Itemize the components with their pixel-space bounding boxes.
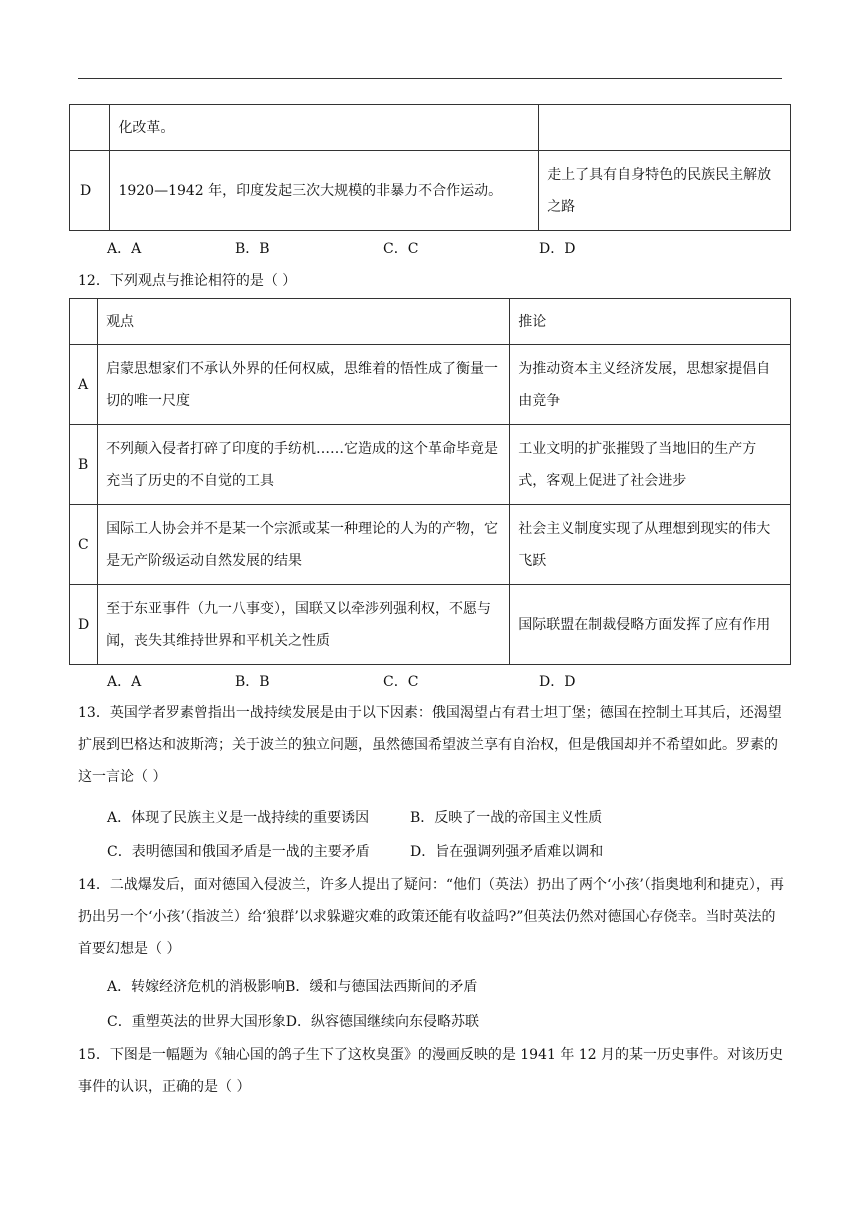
row-label xyxy=(70,105,110,151)
question-13-stem: 13．英国学者罗素曾指出一战持续发展是由于以下因素：俄国渴望占有君士坦丁堡；德国在控制土耳其后，还渴望扩展到巴格达和波斯湾；关于波兰的独立问题，虽然德国希望波兰享有自治权，但是俄国却并不希望如此。罗素的这一言论（ ） xyxy=(78,705,782,785)
table-row xyxy=(70,585,791,665)
option-d[interactable]: D．D xyxy=(539,674,576,690)
row-label: A xyxy=(70,345,98,425)
option-b[interactable]: B．B xyxy=(235,674,270,690)
option-c[interactable]: C．C xyxy=(383,241,419,257)
table-cell: 1920—1942 年，印度发起三次大规模的非暴力不合作运动。 xyxy=(110,151,539,231)
row-label xyxy=(70,299,98,345)
row-label: D xyxy=(70,151,110,231)
table-row xyxy=(70,345,791,425)
table-cell: 至于东亚事件（九一八事变），国联又以牵涉列强利权，不愿与闻，丧失其维持世界和平机关之性质 xyxy=(98,585,510,665)
table-cell: 走上了具有自身特色的民族民主解放之路 xyxy=(539,151,791,231)
question-12-stem: 12．下列观点与推论相符的是（ ） xyxy=(78,273,297,289)
table-cell: 不列颠入侵者打碎了印度的手纺机……它造成的这个革命毕竟是充当了历史的不自觉的工具 xyxy=(98,425,510,505)
table-row xyxy=(70,105,791,151)
option-a[interactable]: A．A xyxy=(107,241,142,257)
q13-choices-row-1 xyxy=(107,807,602,827)
question-15-stem: 15．下图是一幅题为《轴心国的鸽子生下了这枚臭蛋》的漫画反映的是 1941 年 12 月的某一历史事件。对该历史事件的认识，正确的是（ ） xyxy=(78,1047,784,1095)
column-header: 推论 xyxy=(510,299,791,345)
option-c[interactable]: C．C xyxy=(383,674,419,690)
option-a[interactable]: A．A xyxy=(107,674,142,690)
question-14-stem: 14．二战爆发后，面对德国入侵波兰，许多人提出了疑问：“他们（英法）扔出了两个‘小孩’（指奥地利和捷克），再扔出另一个‘小孩’（指波兰）给‘狼群’以求躲避灾难的政策还能有收益吗?”但英法仍然对德国心存侥幸。当时英法的首要幻想是（ ） xyxy=(78,877,784,957)
table-row xyxy=(70,505,791,585)
q14-choices-row-2 xyxy=(107,1011,479,1031)
row-label: C xyxy=(70,505,98,585)
table-cell: 启蒙思想家们不承认外界的任何权威，思维着的悟性成了衡量一切的唯一尺度 xyxy=(98,345,510,425)
q12-table xyxy=(69,298,791,665)
choice-a[interactable]: A．体现了民族主义是一战持续的重要诱因 xyxy=(107,810,370,826)
table-cell: 工业文明的扩张摧毁了当地旧的生产方式，客观上促进了社会进步 xyxy=(510,425,791,505)
option-b[interactable]: B．B xyxy=(235,241,270,257)
table-cell: 社会主义制度实现了从理想到现实的伟大飞跃 xyxy=(510,505,791,585)
choice-c[interactable]: C．表明德国和俄国矛盾是一战的主要矛盾 xyxy=(107,844,370,860)
table-header-row xyxy=(70,299,791,345)
q14-choices-row-1 xyxy=(107,976,477,996)
header-rule xyxy=(78,78,782,79)
choice-d[interactable]: D．旨在强调列强矛盾难以调和 xyxy=(410,844,604,860)
q11-options xyxy=(107,238,575,258)
choice-d[interactable]: D．纵容德国继续向东侵略苏联 xyxy=(285,1014,479,1030)
table-row xyxy=(70,151,791,231)
table-cell: 国际工人协会并不是某一个宗派或某一种理论的人为的产物，它是无产阶级运动自然发展的结果 xyxy=(98,505,510,585)
q11-table xyxy=(69,104,791,231)
row-label: B xyxy=(70,425,98,505)
table-row xyxy=(70,425,791,505)
row-label: D xyxy=(70,585,98,665)
table-cell: 为推动资本主义经济发展，思想家提倡自由竞争 xyxy=(510,345,791,425)
table-cell: 国际联盟在制裁侵略方面发挥了应有作用 xyxy=(510,585,791,665)
choice-a[interactable]: A．转嫁经济危机的消极影响 xyxy=(107,979,286,995)
q13-choices-row-2 xyxy=(107,841,603,861)
choice-b[interactable]: B．缓和与德国法西斯间的矛盾 xyxy=(285,979,478,995)
table-cell xyxy=(539,105,791,151)
q12-options xyxy=(107,671,575,691)
option-d[interactable]: D．D xyxy=(539,241,576,257)
choice-b[interactable]: B．反映了一战的帝国主义性质 xyxy=(410,810,603,826)
choice-c[interactable]: C．重塑英法的世界大国形象 xyxy=(107,1014,286,1030)
column-header: 观点 xyxy=(98,299,510,345)
table-cell: 化改革。 xyxy=(110,105,539,151)
